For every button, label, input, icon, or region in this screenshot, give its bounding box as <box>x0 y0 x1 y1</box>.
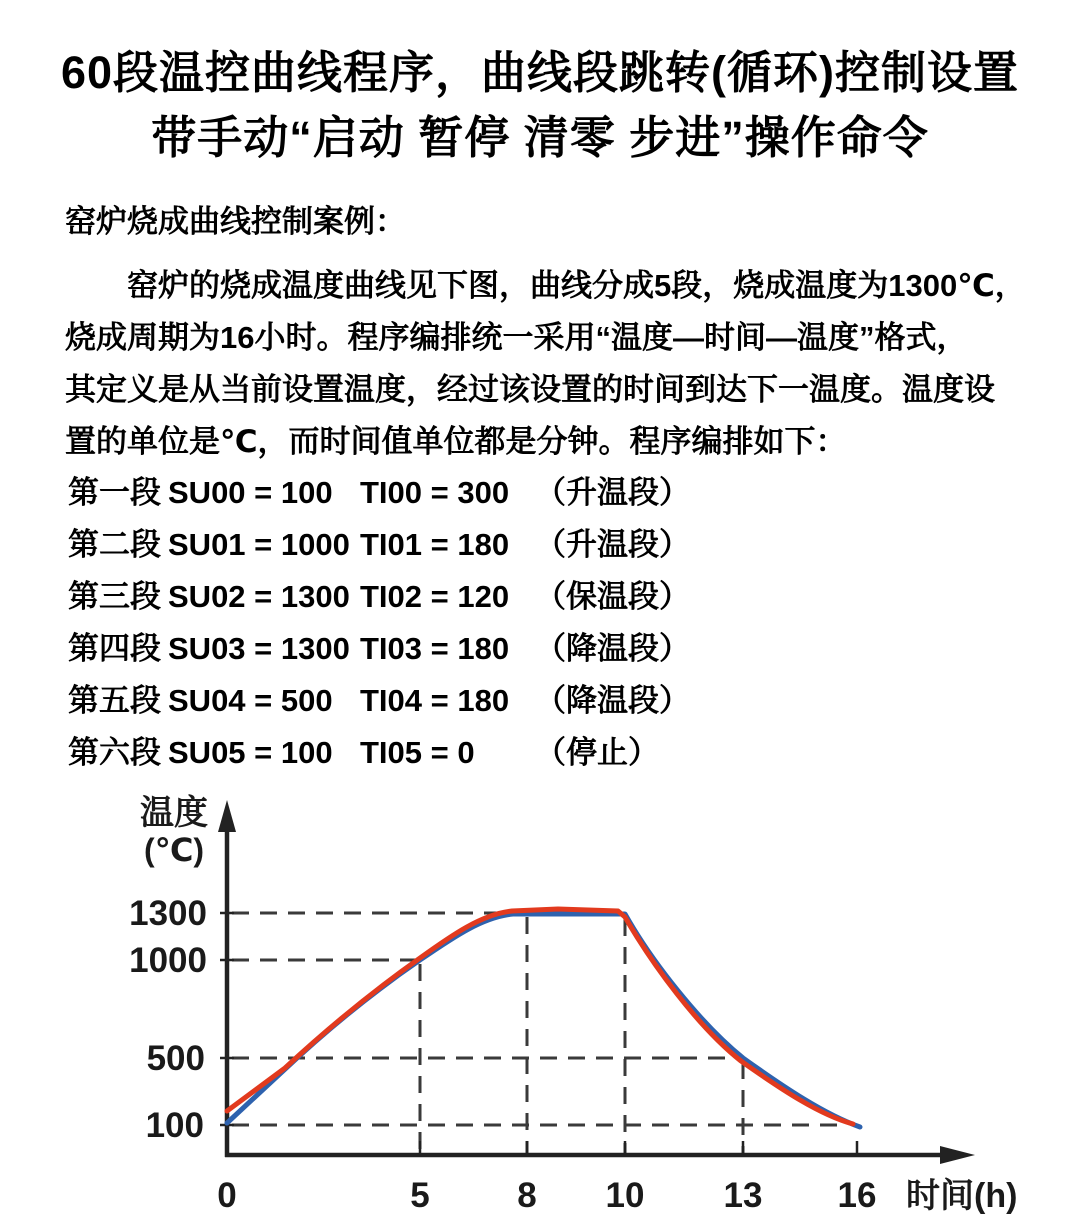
y-axis-title-line1: 温度 <box>140 794 208 832</box>
segment-note: （降温段） <box>535 631 690 666</box>
section-heading: 窑炉烧成曲线控制案例： <box>65 204 406 239</box>
x-axis-title: 时间(h) <box>906 1177 1018 1215</box>
x-tick-label-8: 8 <box>517 1176 537 1215</box>
su-value: SU02 = 1300 <box>168 579 350 614</box>
doc-title-line2: 带手动“启动 暂停 清零 步进”操作命令 <box>151 112 929 163</box>
axes <box>225 830 943 1157</box>
ti-value: TI00 = 300 <box>360 475 510 510</box>
segment-label: 第二段 <box>68 527 161 562</box>
paragraph-line: 窑炉的烧成温度曲线见下图，曲线分成5段，烧成温度为1300℃， <box>65 268 1026 303</box>
body-paragraph <box>65 260 1045 468</box>
program-row <box>68 727 1028 779</box>
su-value: SU03 = 1300 <box>168 631 350 666</box>
x-tick-label-0: 0 <box>217 1176 237 1215</box>
segment-label: 第四段 <box>68 631 161 666</box>
program-row <box>68 467 1028 519</box>
su-value: SU04 = 500 <box>168 683 333 718</box>
process-curve-red <box>227 909 853 1124</box>
x-tick-label-5: 5 <box>410 1176 430 1215</box>
y-tick-label-100: 100 <box>145 1106 204 1145</box>
segment-note: （升温段） <box>535 527 690 562</box>
ti-value: TI01 = 180 <box>360 527 510 562</box>
x-tick-label-10: 10 <box>605 1176 645 1215</box>
segment-note: （升温段） <box>535 475 690 510</box>
su-value: SU05 = 100 <box>168 735 333 770</box>
x-tick-label-13: 13 <box>723 1176 763 1215</box>
x-axis-arrow-icon <box>940 1146 975 1164</box>
program-row <box>68 623 1028 675</box>
paragraph-line: 其定义是从当前设置温度，经过该设置的时间到达下一温度。温度设 <box>65 372 995 407</box>
y-tick-label-1000: 1000 <box>129 941 207 980</box>
program-row <box>68 675 1028 727</box>
y-tick-label-1300: 1300 <box>129 894 207 933</box>
paragraph-line: 置的单位是℃，而时间值单位都是分钟。程序编排如下： <box>65 424 847 459</box>
tick-marks <box>220 913 857 1153</box>
program-row <box>68 571 1028 623</box>
ti-value: TI04 = 180 <box>360 683 510 718</box>
program-listing <box>68 467 1028 779</box>
doc-title-line1: 60段温控曲线程序，曲线段跳转(循环)控制设置 <box>60 47 1020 98</box>
ti-value: TI05 = 0 <box>360 735 475 770</box>
segment-note: （停止） <box>535 735 659 770</box>
ti-value: TI02 = 120 <box>360 579 510 614</box>
segment-note: （降温段） <box>535 683 690 718</box>
y-tick-label-500: 500 <box>146 1039 205 1078</box>
su-value: SU00 = 100 <box>168 475 333 510</box>
segment-label: 第六段 <box>68 735 161 770</box>
paragraph-line: 烧成周期为16小时。程序编排统一采用“温度—时间—温度”格式， <box>65 320 968 355</box>
y-axis-arrow-icon <box>218 800 236 832</box>
temperature-curve-chart <box>0 780 1080 1223</box>
segment-label: 第五段 <box>68 683 161 718</box>
setpoint-curve-blue <box>227 914 860 1127</box>
program-row <box>68 519 1028 571</box>
su-value: SU01 = 1000 <box>168 527 350 562</box>
x-tick-label-16: 16 <box>837 1176 877 1215</box>
segment-label: 第三段 <box>68 579 161 614</box>
segment-label: 第一段 <box>68 475 161 510</box>
y-axis-title-line2: (℃) <box>144 832 205 868</box>
ti-value: TI03 = 180 <box>360 631 510 666</box>
segment-note: （保温段） <box>535 579 690 614</box>
